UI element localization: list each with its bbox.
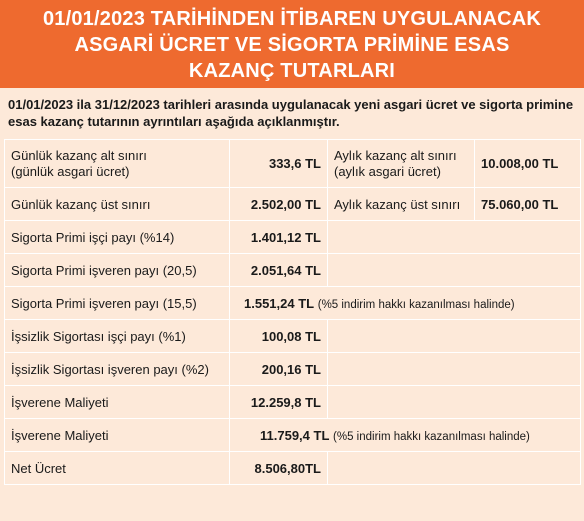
row-label: Sigorta Primi işveren payı (15,5) — [5, 287, 230, 320]
row-empty — [328, 320, 581, 353]
table-row — [5, 320, 581, 353]
row-value-with-note — [230, 287, 581, 320]
table-row — [5, 419, 581, 452]
row-value-with-note — [230, 419, 581, 452]
row-value: 11.759,4 TL — [260, 427, 330, 443]
monthly-min-value: 10.008,00 TL — [475, 140, 581, 188]
row-label: İşverene Maliyeti — [5, 419, 230, 452]
row-label: İşverene Maliyeti — [5, 386, 230, 419]
row-value: 12.259,8 TL — [230, 386, 328, 419]
row-empty — [328, 353, 581, 386]
daily-min-label: Günlük kazanç alt sınırı (günlük asgari ücret) — [5, 140, 230, 188]
table-row — [5, 287, 581, 320]
table-row — [5, 353, 581, 386]
row-empty — [328, 254, 581, 287]
row-value: 1.401,12 TL — [230, 221, 328, 254]
row-value: 100,08 TL — [230, 320, 328, 353]
monthly-max-value: 75.060,00 TL — [475, 188, 581, 221]
row-value: 1.551,24 TL — [244, 295, 315, 311]
table-row — [5, 188, 581, 221]
title-line-2: ASGARİ ÜCRET VE SİGORTA PRİMİNE ESAS — [74, 34, 510, 56]
table-row — [5, 452, 581, 485]
daily-min-value: 333,6 TL — [230, 140, 328, 188]
monthly-min-label: Aylık kazanç alt sınırı (aylık asgari ücret) — [328, 140, 475, 188]
row-note: (%5 indirim hakkı kazanılması halinde) — [317, 298, 515, 311]
row-value: 2.051,64 TL — [230, 254, 328, 287]
table-row — [5, 221, 581, 254]
daily-max-value: 2.502,00 TL — [230, 188, 328, 221]
row-value: 200,16 TL — [230, 353, 328, 386]
table-row — [5, 254, 581, 287]
row-label: Net Ücret — [5, 452, 230, 485]
row-empty — [328, 386, 581, 419]
row-empty — [328, 221, 581, 254]
title-line-1: 01/01/2023 TARİHİNDEN İTİBAREN UYGULANACAK — [42, 8, 542, 30]
row-label: Sigorta Primi işveren payı (20,5) — [5, 254, 230, 287]
daily-max-label: Günlük kazanç üst sınırı — [5, 188, 230, 221]
row-empty — [328, 452, 581, 485]
table-row — [5, 386, 581, 419]
monthly-max-label: Aylık kazanç üst sınırı — [328, 188, 475, 221]
table-row — [5, 140, 581, 188]
row-label: Sigorta Primi işçi payı (%14) — [5, 221, 230, 254]
intro-text: 01/01/2023 ila 31/12/2023 tarihleri arasında uygulanacak yeni asgari ücret ve sigorta primine esas kazanç tutarının ayrıntıları aşağıda açıklanmıştır. — [8, 97, 574, 129]
title-line-3: KAZANÇ TUTARLARI — [188, 60, 396, 82]
row-value: 8.506,80TL — [230, 452, 328, 485]
row-label: İşsizlik Sigortası işçi payı (%1) — [5, 320, 230, 353]
wage-table — [4, 139, 581, 485]
row-label: İşsizlik Sigortası işveren payı (%2) — [5, 353, 230, 386]
title-banner — [0, 0, 584, 88]
row-note: (%5 indirim hakkı kazanılması halinde) — [333, 430, 530, 443]
